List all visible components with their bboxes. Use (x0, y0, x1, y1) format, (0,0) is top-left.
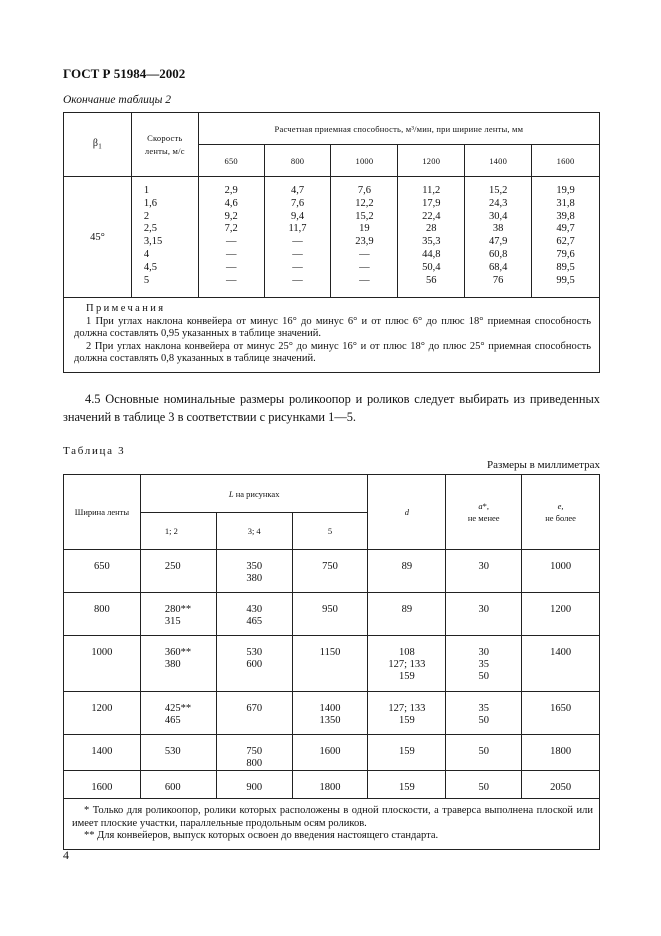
cell: 50 (446, 735, 522, 771)
cell: 89 (368, 550, 446, 593)
cell: 89 (368, 593, 446, 636)
cell: 250 (140, 550, 216, 593)
table-3 (63, 474, 600, 850)
capacity-column: 7,6 12,2 15,2 19 23,9 — — — (331, 177, 398, 298)
angle-cell: 45° (64, 177, 132, 298)
capacity-column: 4,7 7,6 9,4 11,7 — — — — (264, 177, 331, 298)
cell: 108 127; 133 159 (368, 636, 446, 692)
width-header: 800 (264, 145, 331, 177)
cell: 425** 465 (140, 692, 216, 735)
cell: 1800 (522, 735, 600, 771)
L-sub-header: 3; 4 (216, 513, 292, 550)
table-row (64, 593, 600, 636)
table-row (64, 735, 600, 771)
cell: 1600 (64, 771, 141, 799)
cell: 800 (64, 593, 141, 636)
table-row (64, 771, 600, 799)
a-header: a*, не менее (446, 475, 522, 550)
note-1: 1 При углах наклона конвейера от минус 16° до минус 6° и от плюс 6° до плюс 18° приемная способность должна составлять 0,95 указанных в таблице значений. (74, 315, 591, 339)
notes-title: Примечания (86, 303, 166, 314)
cell: 2050 (522, 771, 600, 799)
cell: 1200 (522, 593, 600, 636)
cell: 670 (216, 692, 292, 735)
cell: 1800 (292, 771, 368, 799)
table-row (64, 550, 600, 593)
cell: 1400 1350 (292, 692, 368, 735)
speed-values: 1 1,6 2 2,5 3,15 4 4,5 5 (131, 177, 198, 298)
document-header: ГОСТ Р 51984—2002 (63, 66, 186, 81)
capacity-column: 2,9 4,6 9,2 7,2 — — — — (198, 177, 264, 298)
table2-notes (64, 298, 600, 373)
width-header: 1400 (465, 145, 532, 177)
cell: 127; 133 159 (368, 692, 446, 735)
cell: 1000 (64, 636, 141, 692)
cell: 530 (140, 735, 216, 771)
L-sub-header: 5 (292, 513, 368, 550)
width-header: Ширина ленты (64, 475, 141, 550)
table3-units: Размеры в миллиметрах (487, 459, 600, 471)
col-speed-header: Скорость ленты, м/с (131, 113, 198, 177)
table-row (64, 692, 600, 735)
cell: 350 380 (216, 550, 292, 593)
cell: 280** 315 (140, 593, 216, 636)
cell: 1650 (522, 692, 600, 735)
cell: 1200 (64, 692, 141, 735)
col-beta-header: $\beta_1$ (64, 113, 132, 177)
note-2: 2 При углах наклона конвейера от минус 25° до минус 16° и от плюс 18° до плюс 25° приемная способность должна составлять 0,8 указанных в таблице значений. (74, 340, 591, 364)
cell: 30 (446, 593, 522, 636)
footnote-2: ** Для конвейеров, выпуск которых освоен до введения настоящего стандарта. (84, 830, 439, 842)
capacity-column: 11,2 17,9 22,4 28 35,3 44,8 50,4 56 (398, 177, 465, 298)
body-paragraph: 4.5 Основные номинальные размеры роликоопор и роликов следует выбирать из приведенных значений в таблице 3 в соответствии с рисунками 1—5. (63, 392, 600, 424)
L-sub-header: 1; 2 (140, 513, 216, 550)
cell: 750 (292, 550, 368, 593)
cell: 159 (368, 771, 446, 799)
L-header: L на рисунках (140, 475, 368, 513)
cell: 900 (216, 771, 292, 799)
table-2 (63, 112, 600, 373)
cell: 650 (64, 550, 141, 593)
cell: 1400 (522, 636, 600, 692)
cell: 50 (446, 771, 522, 799)
cell: 1000 (522, 550, 600, 593)
capacity-column: 19,9 31,8 39,8 49,7 62,7 79,6 89,5 99,5 (532, 177, 600, 298)
cell: 159 (368, 735, 446, 771)
cell: 1150 (292, 636, 368, 692)
cell: 30 35 50 (446, 636, 522, 692)
cell: 1600 (292, 735, 368, 771)
cell: 750 800 (216, 735, 292, 771)
page-number: 4 (63, 848, 69, 862)
cell: 360** 380 (140, 636, 216, 692)
capacity-header: Расчетная приемная способность, м³/мин, при ширине ленты, мм (198, 113, 599, 145)
cell: 1400 (64, 735, 141, 771)
cell: 430 465 (216, 593, 292, 636)
cell: 30 (446, 550, 522, 593)
e-header: e, не более (522, 475, 600, 550)
footnote-1: * Только для роликоопор, ролики которых расположены в одной плоскости, а траверса выполнена плоской или имеет плоские участки, параллельные продольным осям роликов. (72, 805, 593, 829)
table3-footnotes (64, 799, 600, 850)
table-row (64, 636, 600, 692)
cell: 600 (140, 771, 216, 799)
width-header: 1000 (331, 145, 398, 177)
width-header: 650 (198, 145, 264, 177)
table3-caption: Таблица 3 (63, 445, 126, 457)
cell: 35 50 (446, 692, 522, 735)
width-header: 1600 (532, 145, 600, 177)
cell: 530 600 (216, 636, 292, 692)
table2-caption: Окончание таблицы 2 (63, 94, 171, 106)
width-header: 1200 (398, 145, 465, 177)
d-header: d (368, 475, 446, 550)
capacity-column: 15,2 24,3 30,4 38 47,9 60,8 68,4 76 (465, 177, 532, 298)
cell: 950 (292, 593, 368, 636)
